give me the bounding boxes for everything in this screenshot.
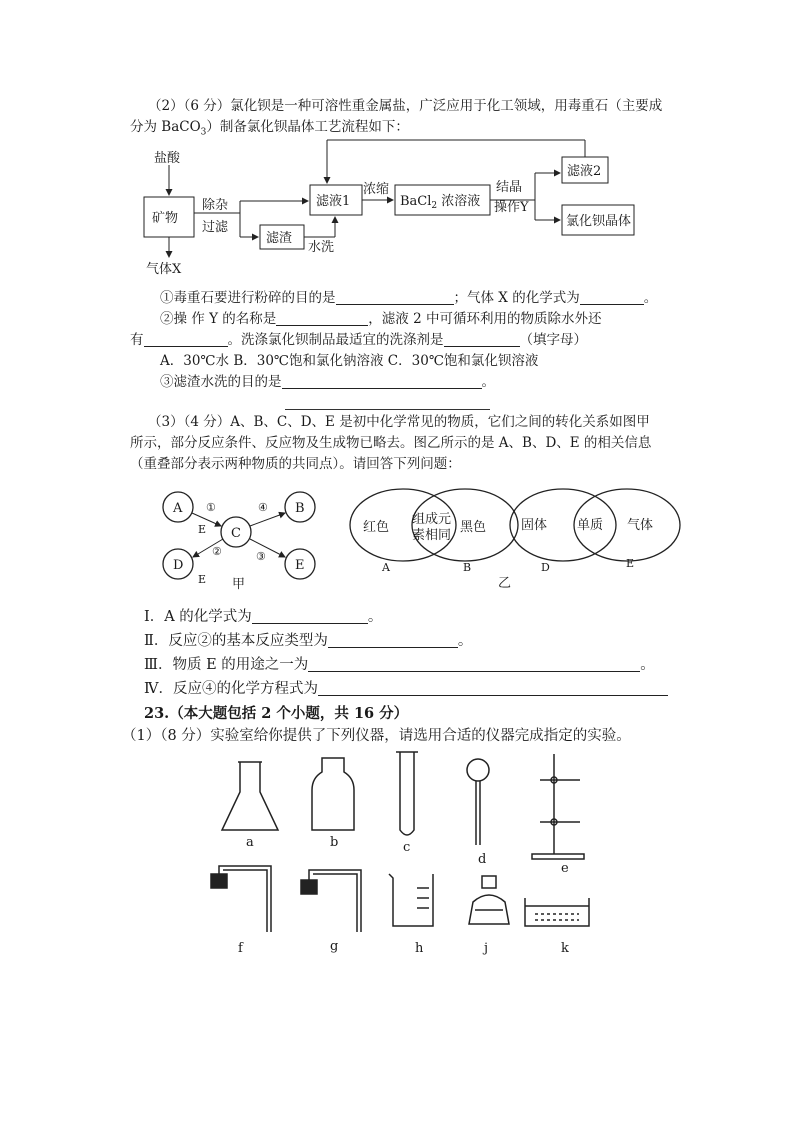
gas-x-label: 气体X [146, 262, 182, 277]
alcohol-lamp-icon [469, 876, 509, 924]
apparatus-label-k: k [561, 941, 569, 956]
q2-sub2-cont: 有 。洗涤氯化钡制品最适宜的洗涤剂是 （填字母） [130, 332, 587, 348]
iron-stand-icon [532, 754, 584, 859]
node-c: C [231, 526, 241, 541]
apparatus-label-d: d [478, 852, 487, 867]
filtrate2-label: 滤液2 [567, 164, 602, 179]
apparatus-label-b: b [330, 835, 339, 850]
answer-blank[interactable] [308, 656, 640, 672]
answer-blank[interactable] [336, 289, 454, 305]
bacl2-label: BaCl$_2$ 浓溶液 [400, 194, 481, 211]
answer-blank[interactable] [252, 608, 368, 624]
venn-common-label-1: 组成元 [412, 512, 452, 527]
filtrate1-label: 滤液1 [316, 194, 351, 209]
remove-impurity-label: 除杂 [202, 198, 229, 213]
q3-part-ii: Ⅱ．反应②的基本反应类型为 。 [144, 633, 473, 649]
q3-intro-line2: 所示，部分反应条件、反应物及生成物已略去。图乙所示的是 A、B、D、E 的相关信息 [130, 435, 652, 451]
operation-y-label: 操作Y [494, 200, 529, 215]
venn-b-caption: B [463, 561, 472, 574]
node-e: E [295, 558, 305, 573]
q2-sub2: ②操 作 Y 的名称是 ，滤液 2 中可循环利用的物质除水外还 [160, 311, 602, 327]
venn-black-label: 黑色 [460, 520, 487, 535]
venn-e-caption: E [626, 557, 635, 570]
q3-part-iv: Ⅳ．反应④的化学方程式为 [144, 679, 668, 699]
venn-d-caption: D [541, 561, 550, 574]
venn-red-label: 红色 [363, 520, 390, 535]
mineral-label: 矿物 [152, 211, 179, 226]
q2-sub1: ①毒重石要进行粉碎的目的是 ；气体 X 的化学式为 。 [160, 290, 658, 306]
crystallize-label: 结晶 [496, 180, 523, 195]
q2-intro-line1: （2）（6 分）氯化钡是一种可溶性重金属盐，广泛应用于化工领域，用毒重石（主要成 [148, 98, 663, 114]
venn-a-caption: A [382, 561, 390, 574]
test-tube-icon [396, 752, 418, 835]
answer-blank[interactable] [444, 331, 520, 347]
venn-solid-label: 固体 [521, 518, 548, 533]
figure-yi-caption: 乙 [498, 576, 512, 591]
wash-label: 水洗 [308, 240, 335, 255]
venn-common-label-2: 素相同 [412, 528, 452, 543]
node-a: A [173, 501, 183, 516]
figure-yi [345, 483, 685, 591]
answer-blank[interactable] [580, 289, 644, 305]
bent-tube-f-icon [211, 866, 271, 932]
node-d: D [173, 558, 184, 573]
q2-sub3: ③滤渣水洗的目的是 。 [160, 374, 495, 390]
arrow-4-label: ④ [258, 501, 268, 514]
q3-intro-line1: （3）（4 分）A、B、C、D、E 是初中化学常见的物质，它们之间的转化关系如图甲 [148, 414, 650, 430]
e-label-upper: E [198, 523, 207, 536]
apparatus-row-1 [210, 750, 590, 876]
figure-jia-caption: 甲 [232, 577, 246, 592]
venn-element-label: 单质 [577, 518, 604, 533]
q3-part-i: Ⅰ．A 的化学式为 。 [144, 609, 383, 625]
arrow-2-label: ② [212, 545, 222, 558]
process-flow-diagram [130, 135, 650, 280]
figure-jia [150, 482, 340, 592]
q3-intro-line3: （重叠部分表示两种物质的共同点）。请回答下列问题： [130, 456, 461, 472]
funnel-icon [467, 759, 489, 845]
apparatus-label-e: e [561, 861, 569, 876]
apparatus-label-h: h [415, 941, 424, 956]
answer-blank[interactable] [328, 632, 458, 648]
answer-blank[interactable] [282, 373, 482, 389]
e-label-lower: E [198, 573, 207, 586]
q3-part-iii: Ⅲ．物质 E 的用途之一为 。 [144, 657, 655, 673]
separator-line [285, 409, 490, 410]
apparatus-label-a: a [246, 835, 254, 850]
bent-tube-g-icon [301, 870, 361, 932]
crystal-label: 氯化钡晶体 [566, 214, 632, 229]
arrow-3-label: ③ [256, 550, 266, 563]
filter-label: 过滤 [202, 220, 229, 235]
q23-title: 23.（本大题包括 2 个小题，共 16 分） [144, 705, 409, 722]
conical-flask-icon [222, 762, 278, 830]
venn-gas-label: 气体 [627, 518, 654, 533]
q23-part1: （1）（8 分）实验室给你提供了下列仪器，请选用合适的仪器完成指定的实验。 [122, 728, 631, 744]
apparatus-label-j: j [484, 941, 489, 956]
apparatus-label-g: g [330, 939, 339, 954]
beaker-icon [389, 874, 433, 926]
reagent-bottle-icon [312, 758, 354, 830]
concentrate-label: 浓缩 [363, 182, 390, 197]
hcl-label: 盐酸 [154, 151, 181, 166]
arrow-1-label: ① [206, 501, 216, 514]
water-trough-icon [525, 898, 589, 926]
q2-intro-line2: 分为 BaCO$_3$）制备氯化钡晶体工艺流程如下： [130, 119, 409, 138]
answer-blank[interactable] [144, 331, 228, 347]
answer-blank[interactable] [318, 680, 668, 696]
node-b: B [295, 501, 305, 516]
apparatus-label-c: c [403, 840, 411, 855]
apparatus-label-f: f [238, 941, 243, 956]
apparatus-row-2 [205, 862, 600, 957]
q2-options: A．30℃水 B．30℃饱和氯化钠溶液 C．30℃饱和氯化钡溶液 [160, 353, 539, 369]
answer-blank[interactable] [276, 310, 368, 326]
residue-label: 滤渣 [266, 231, 293, 246]
